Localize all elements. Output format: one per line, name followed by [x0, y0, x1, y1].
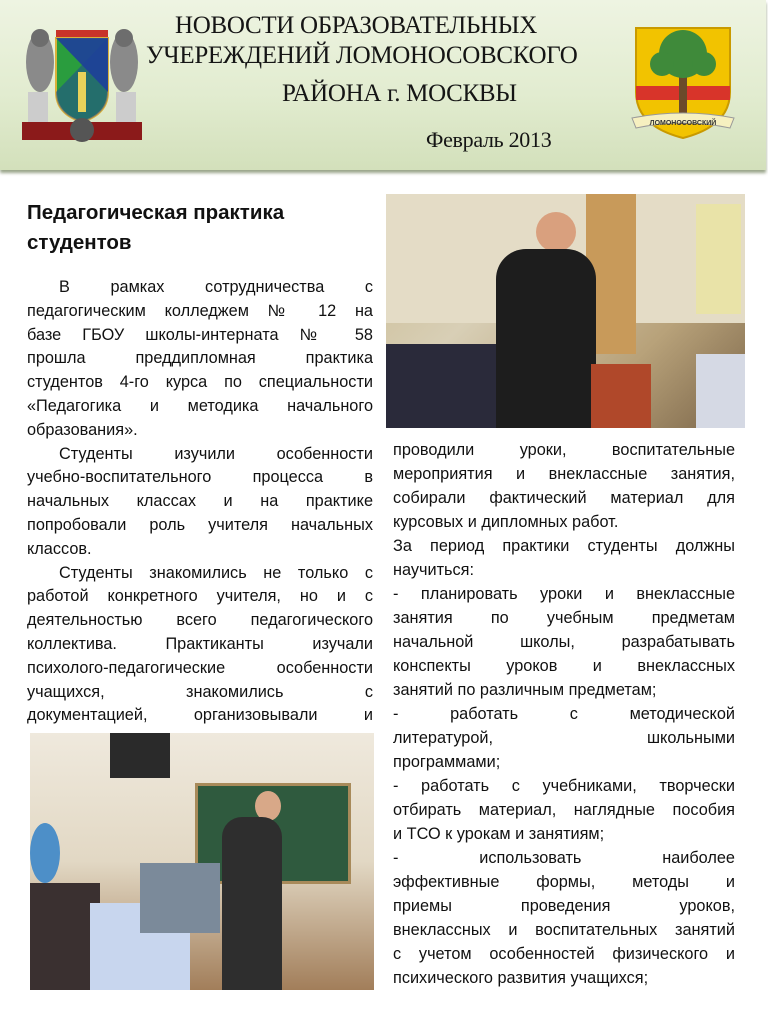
text-line: базе ГБОУ школы-интерната № 58 — [27, 325, 373, 344]
text-line: психолого-педагогические особенности — [27, 658, 373, 677]
text-line: курсовых и дипломных работ. — [393, 513, 619, 531]
district-coat-of-arms-icon — [18, 22, 146, 142]
text-line: проводили уроки, воспитательные — [393, 441, 735, 459]
text-line: - использовать наиболее — [393, 849, 735, 867]
text-line: учащихся, знакомились с — [27, 682, 373, 701]
text-line: с учетом особенностей физического и — [393, 945, 735, 963]
text-line: В рамках сотрудничества с — [59, 278, 373, 296]
text-line: занятий по различным предметам; — [393, 681, 657, 699]
list-item — [393, 774, 735, 846]
header-title-line-1: НОВОСТИ ОБРАЗОВАТЕЛЬНЫХ — [175, 12, 538, 39]
text-line: - планировать уроки и внеклассные — [393, 585, 735, 603]
text-line: начальной школы, разрабатывать — [393, 633, 735, 651]
list-item — [393, 582, 735, 702]
text-line: занятия по учебным предметам — [393, 609, 735, 627]
paragraph — [393, 438, 735, 534]
lomonosovsky-coat-of-arms-icon — [622, 22, 744, 144]
paragraph — [27, 562, 373, 729]
text-line: программами; — [393, 753, 501, 771]
text-line: начальных классах и на практике — [27, 492, 373, 511]
text-line: литературой, школьными — [393, 729, 735, 747]
text-line: За период практики студенты должны — [393, 537, 735, 555]
paragraph — [393, 534, 735, 582]
text-line: и ТСО к урокам и занятиям; — [393, 825, 605, 843]
text-line: конспекты уроков и внеклассных — [393, 657, 735, 675]
text-line: отбирать материал, наглядные пособия — [393, 801, 735, 819]
text-line: классов. — [27, 539, 92, 558]
text-line: педагогическим колледжем № 12 на — [27, 301, 373, 320]
text-line: попробовали роль учителя начальных — [27, 515, 373, 534]
list-item — [393, 702, 735, 774]
article-title: Педагогическая практика студентов — [27, 201, 285, 254]
text-line: деятельностью всего педагогического — [27, 611, 373, 630]
header-title-line-2: УЧЕРЕЖДЕНИЙ ЛОМОНОСОВСКОГО — [146, 42, 578, 69]
list-item — [393, 846, 735, 990]
classroom-photo-teacher-with-students — [386, 194, 745, 428]
header-title-line-3: РАЙОНА г. МОСКВЫ — [282, 80, 517, 107]
text-line: учебно-воспитательного процесса в — [27, 468, 373, 487]
text-line: «Педагогика и методика начального — [27, 396, 373, 415]
text-line: документацией, организовывали и — [27, 706, 373, 725]
text-line: эффективные формы, методы и — [393, 873, 735, 891]
text-line: студентов 4-го курса по специальности — [27, 373, 373, 392]
text-line: работой конкретного учителя, но и с — [27, 587, 373, 606]
text-line: научиться: — [393, 561, 475, 579]
text-line: образования». — [27, 420, 138, 439]
text-line: коллектива. Практиканты изучали — [27, 634, 373, 653]
right-column-text — [393, 438, 735, 990]
text-line: приемы проведения уроков, — [393, 897, 735, 915]
text-line: Студенты знакомились не только с — [59, 563, 373, 582]
text-line: - работать с учебниками, творчески — [393, 777, 735, 795]
issue-date: Февраль 2013 — [426, 127, 552, 152]
newsletter-header — [0, 0, 766, 170]
classroom-photo-student-teacher — [30, 733, 374, 990]
text-line: внеклассных и воспитательных занятий — [393, 921, 735, 939]
text-line: - работать с методической — [393, 705, 735, 723]
text-line: психического развития учащихся; — [393, 969, 649, 987]
paragraph — [27, 443, 373, 562]
text-line: Студенты изучили особенности — [59, 444, 373, 463]
paragraph — [27, 276, 373, 443]
text-line: собирали фактический материал для — [393, 489, 735, 507]
text-line: мероприятия и внеклассные занятия, — [393, 465, 735, 483]
text-line: прошла преддипломная практика — [27, 349, 373, 368]
left-column-text — [27, 276, 373, 728]
crest-ribbon-text: ЛОМОНОСОВСКИЙ — [649, 120, 717, 127]
